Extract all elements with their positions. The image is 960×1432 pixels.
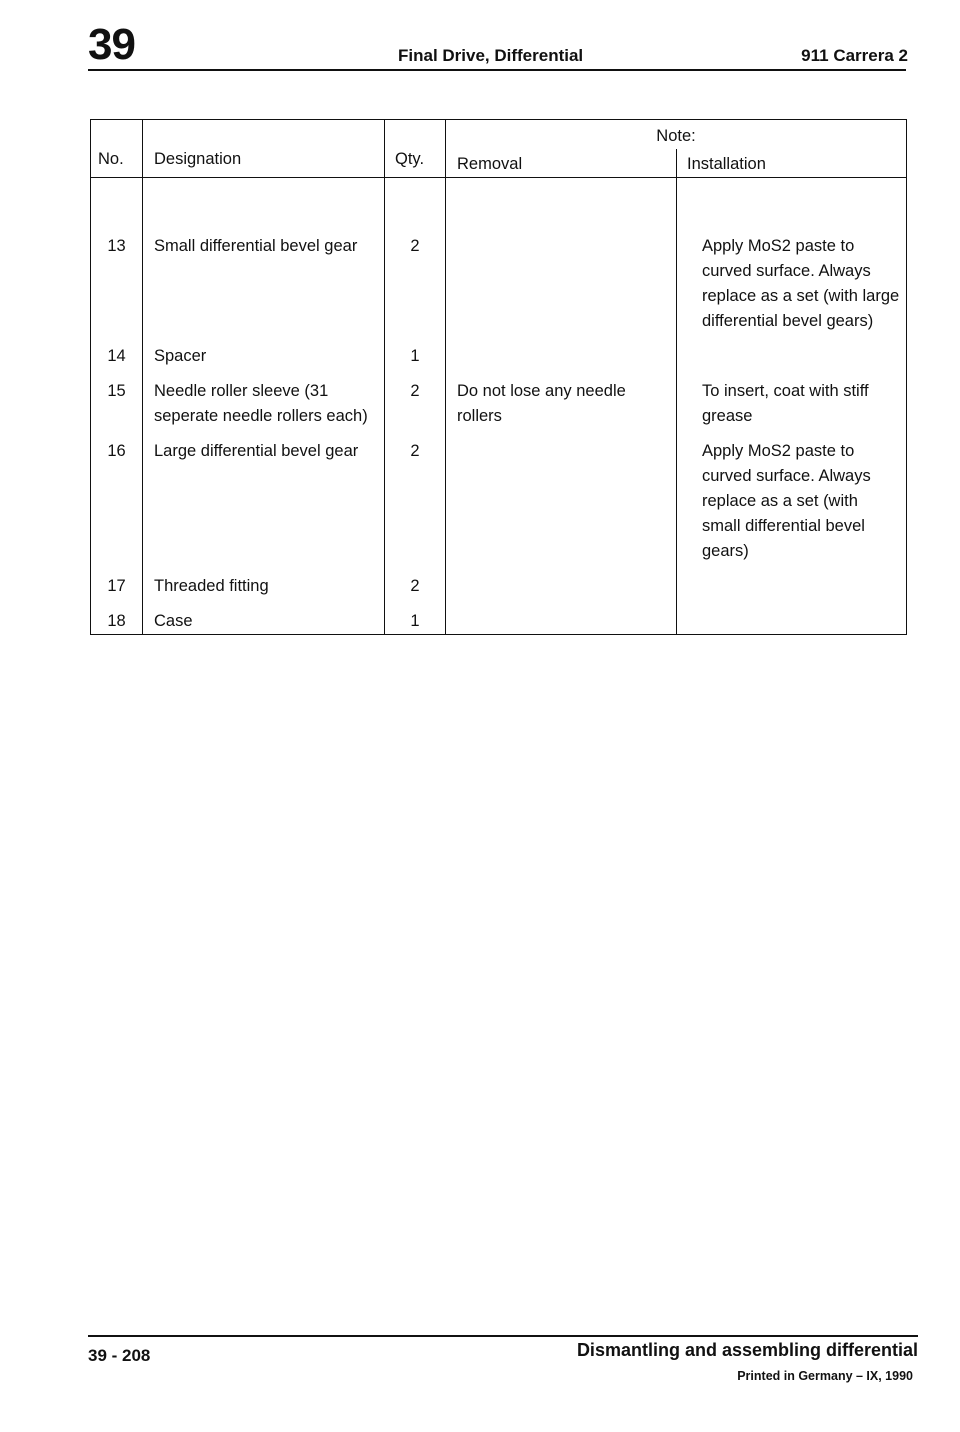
- parts-table: [90, 119, 907, 635]
- row-no: 18: [107, 612, 126, 630]
- table-row: [91, 344, 907, 379]
- spacer-row: [91, 178, 907, 235]
- row-designation: Case: [143, 609, 385, 635]
- row-installation: [677, 574, 907, 609]
- page-title: Final Drive, Differential: [398, 46, 584, 65]
- row-installation: Apply MoS2 paste to curved surface. Always replace as a set (with small differential bevel gears): [677, 439, 907, 574]
- table-row: [91, 609, 907, 635]
- row-qty: 2: [385, 379, 446, 439]
- row-installation: To insert, coat with stiff grease: [677, 379, 907, 439]
- row-installation: [677, 344, 907, 379]
- row-qty: 1: [385, 344, 446, 379]
- row-no: 15: [107, 382, 126, 400]
- model-name: 911 Carrera 2: [801, 46, 908, 65]
- row-installation: Apply MoS2 paste to curved surface. Always replace as a set (with large differential bevel gears): [677, 234, 907, 344]
- row-no: 17: [107, 577, 126, 595]
- row-designation: Small differential bevel gear: [143, 234, 385, 344]
- row-removal: Do not lose any needle rollers: [446, 379, 677, 439]
- header-removal: Removal: [446, 149, 677, 178]
- note-header-row: [91, 120, 907, 150]
- chapter-number: 39: [88, 20, 135, 69]
- row-removal: [446, 609, 677, 635]
- print-info: Printed in Germany – IX, 1990: [737, 1369, 913, 1383]
- row-installation: [677, 609, 907, 635]
- table-row: [91, 379, 907, 439]
- page-number: 39 - 208: [88, 1346, 151, 1365]
- row-designation: Threaded fitting: [143, 574, 385, 609]
- row-qty: 2: [385, 574, 446, 609]
- header-no: No.: [98, 150, 124, 168]
- table-row: [91, 439, 907, 574]
- header-note: Note:: [446, 120, 907, 150]
- row-designation: Needle roller sleeve (31 seperate needle rollers each): [143, 379, 385, 439]
- header-designation: Designation: [143, 120, 385, 178]
- row-no: 13: [107, 237, 126, 255]
- row-removal: [446, 344, 677, 379]
- header-installation: Installation: [677, 149, 907, 178]
- row-removal: [446, 234, 677, 344]
- header-qty: Qty.: [385, 120, 446, 178]
- row-qty: 1: [385, 609, 446, 635]
- row-no: 16: [107, 442, 126, 460]
- table-row: [91, 234, 907, 344]
- header-rule: [88, 69, 906, 71]
- row-qty: 2: [385, 439, 446, 574]
- row-removal: [446, 439, 677, 574]
- row-designation: Large differential bevel gear: [143, 439, 385, 574]
- footer-rule: [88, 1335, 918, 1337]
- row-qty: 2: [385, 234, 446, 344]
- row-designation: Spacer: [143, 344, 385, 379]
- row-no: 14: [107, 347, 126, 365]
- section-title: Dismantling and assembling differential: [576, 1340, 918, 1360]
- row-removal: [446, 574, 677, 609]
- table-row: [91, 574, 907, 609]
